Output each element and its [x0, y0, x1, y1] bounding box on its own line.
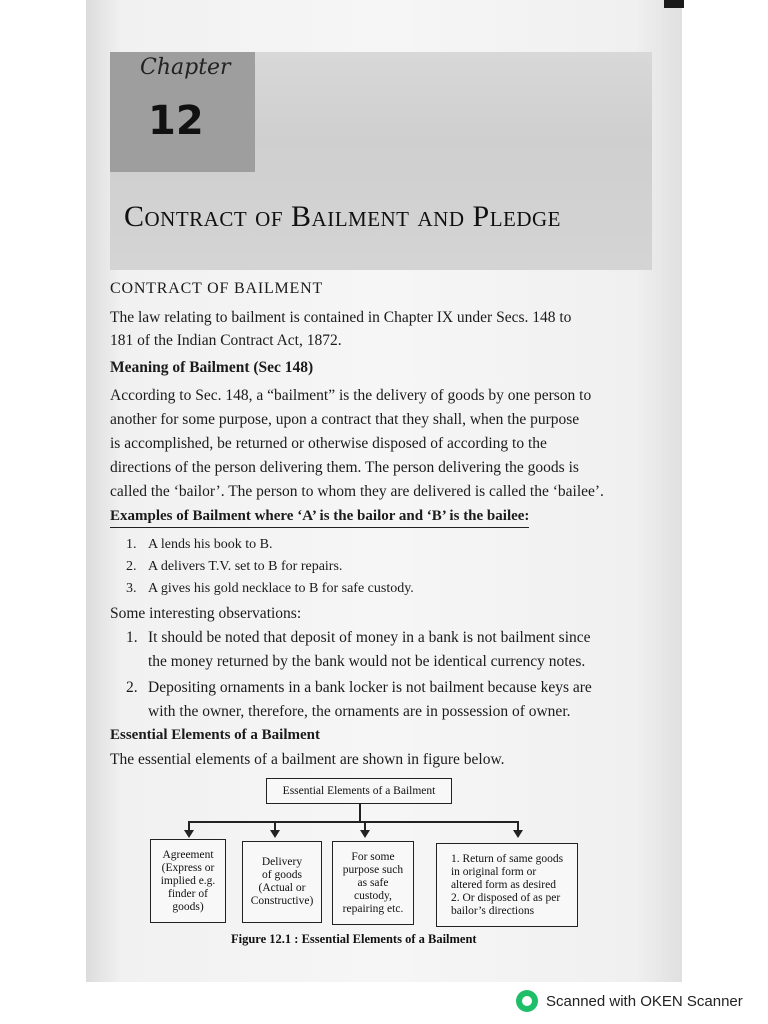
- arrow-down-icon: [270, 830, 280, 838]
- observation-line: the money returned by the bank would not be identical currency notes.: [148, 653, 586, 670]
- observation-number: 1.: [126, 629, 138, 646]
- meaning-line: is accomplished, be returned or otherwise disposed of according to the: [110, 435, 547, 452]
- scanner-footer: [516, 990, 743, 1012]
- meaning-line: According to Sec. 148, a “bailment” is the delivery of goods by one person to: [110, 387, 592, 404]
- observation-line: with the owner, therefore, the ornaments are in possession of owner.: [148, 703, 571, 720]
- observation-number: 2.: [126, 679, 138, 696]
- intro-line: 181 of the Indian Contract Act, 1872.: [110, 332, 342, 349]
- oken-scanner-icon: [516, 990, 538, 1012]
- example-number: 3.: [126, 581, 137, 596]
- meaning-line: directions of the person delivering them. The person delivering the goods is: [110, 459, 579, 476]
- essential-intro: The essential elements of a bailment are shown in figure below.: [110, 751, 505, 768]
- example-item: A delivers T.V. set to B for repairs.: [148, 559, 343, 574]
- chapter-title: Contract of Bailment and Pledge: [124, 200, 562, 233]
- intro-line: The law relating to bailment is contained in Chapter IX under Secs. 148 to: [110, 309, 572, 326]
- meaning-line: another for some purpose, upon a contract that they shall, when the purpose: [110, 411, 580, 428]
- example-number: 1.: [126, 537, 137, 552]
- meaning-heading: Meaning of Bailment (Sec 148): [110, 359, 314, 376]
- arrow-down-icon: [360, 830, 370, 838]
- diagram-connector: [188, 821, 518, 823]
- example-item: A lends his book to B.: [148, 537, 273, 552]
- chapter-number: 12: [148, 98, 204, 144]
- diagram-connector: [359, 804, 361, 822]
- diagram-box-agreement: Agreement (Express or implied e.g. finder of goods): [150, 839, 226, 923]
- section-heading: CONTRACT OF BAILMENT: [110, 280, 324, 297]
- observation-line: It should be noted that deposit of money in a bank is not bailment since: [148, 629, 591, 646]
- example-number: 2.: [126, 559, 137, 574]
- book-page: [86, 0, 682, 982]
- page-edge: [664, 0, 684, 8]
- figure-caption: Figure 12.1 : Essential Elements of a Bailment: [231, 932, 477, 946]
- essential-heading: Essential Elements of a Bailment: [110, 727, 320, 743]
- diagram-box-delivery: Delivery of goods (Actual or Constructive): [242, 841, 322, 923]
- observation-line: Depositing ornaments in a bank locker is not bailment because keys are: [148, 679, 592, 696]
- example-item: A gives his gold necklace to B for safe custody.: [148, 581, 414, 596]
- arrow-down-icon: [184, 830, 194, 838]
- diagram-box-return: 1. Return of same goods in original form or altered form as desired 2. Or disposed of as per bailor’s directions: [436, 843, 578, 927]
- examples-title: Examples of Bailment where ‘A’ is the bailor and ‘B’ is the bailee:: [110, 508, 529, 528]
- chapter-label: Chapter: [140, 55, 231, 80]
- observations-title: Some interesting observations:: [110, 605, 302, 622]
- arrow-down-icon: [513, 830, 523, 838]
- background: [0, 0, 86, 982]
- diagram-root-box: Essential Elements of a Bailment: [266, 778, 452, 804]
- meaning-line: called the ‘bailor’. The person to whom they are delivered is called the ‘bailee’.: [110, 483, 604, 500]
- scanner-text: Scanned with OKEN Scanner: [546, 992, 743, 1010]
- diagram-box-purpose: For some purpose such as safe custody, repairing etc.: [332, 841, 414, 925]
